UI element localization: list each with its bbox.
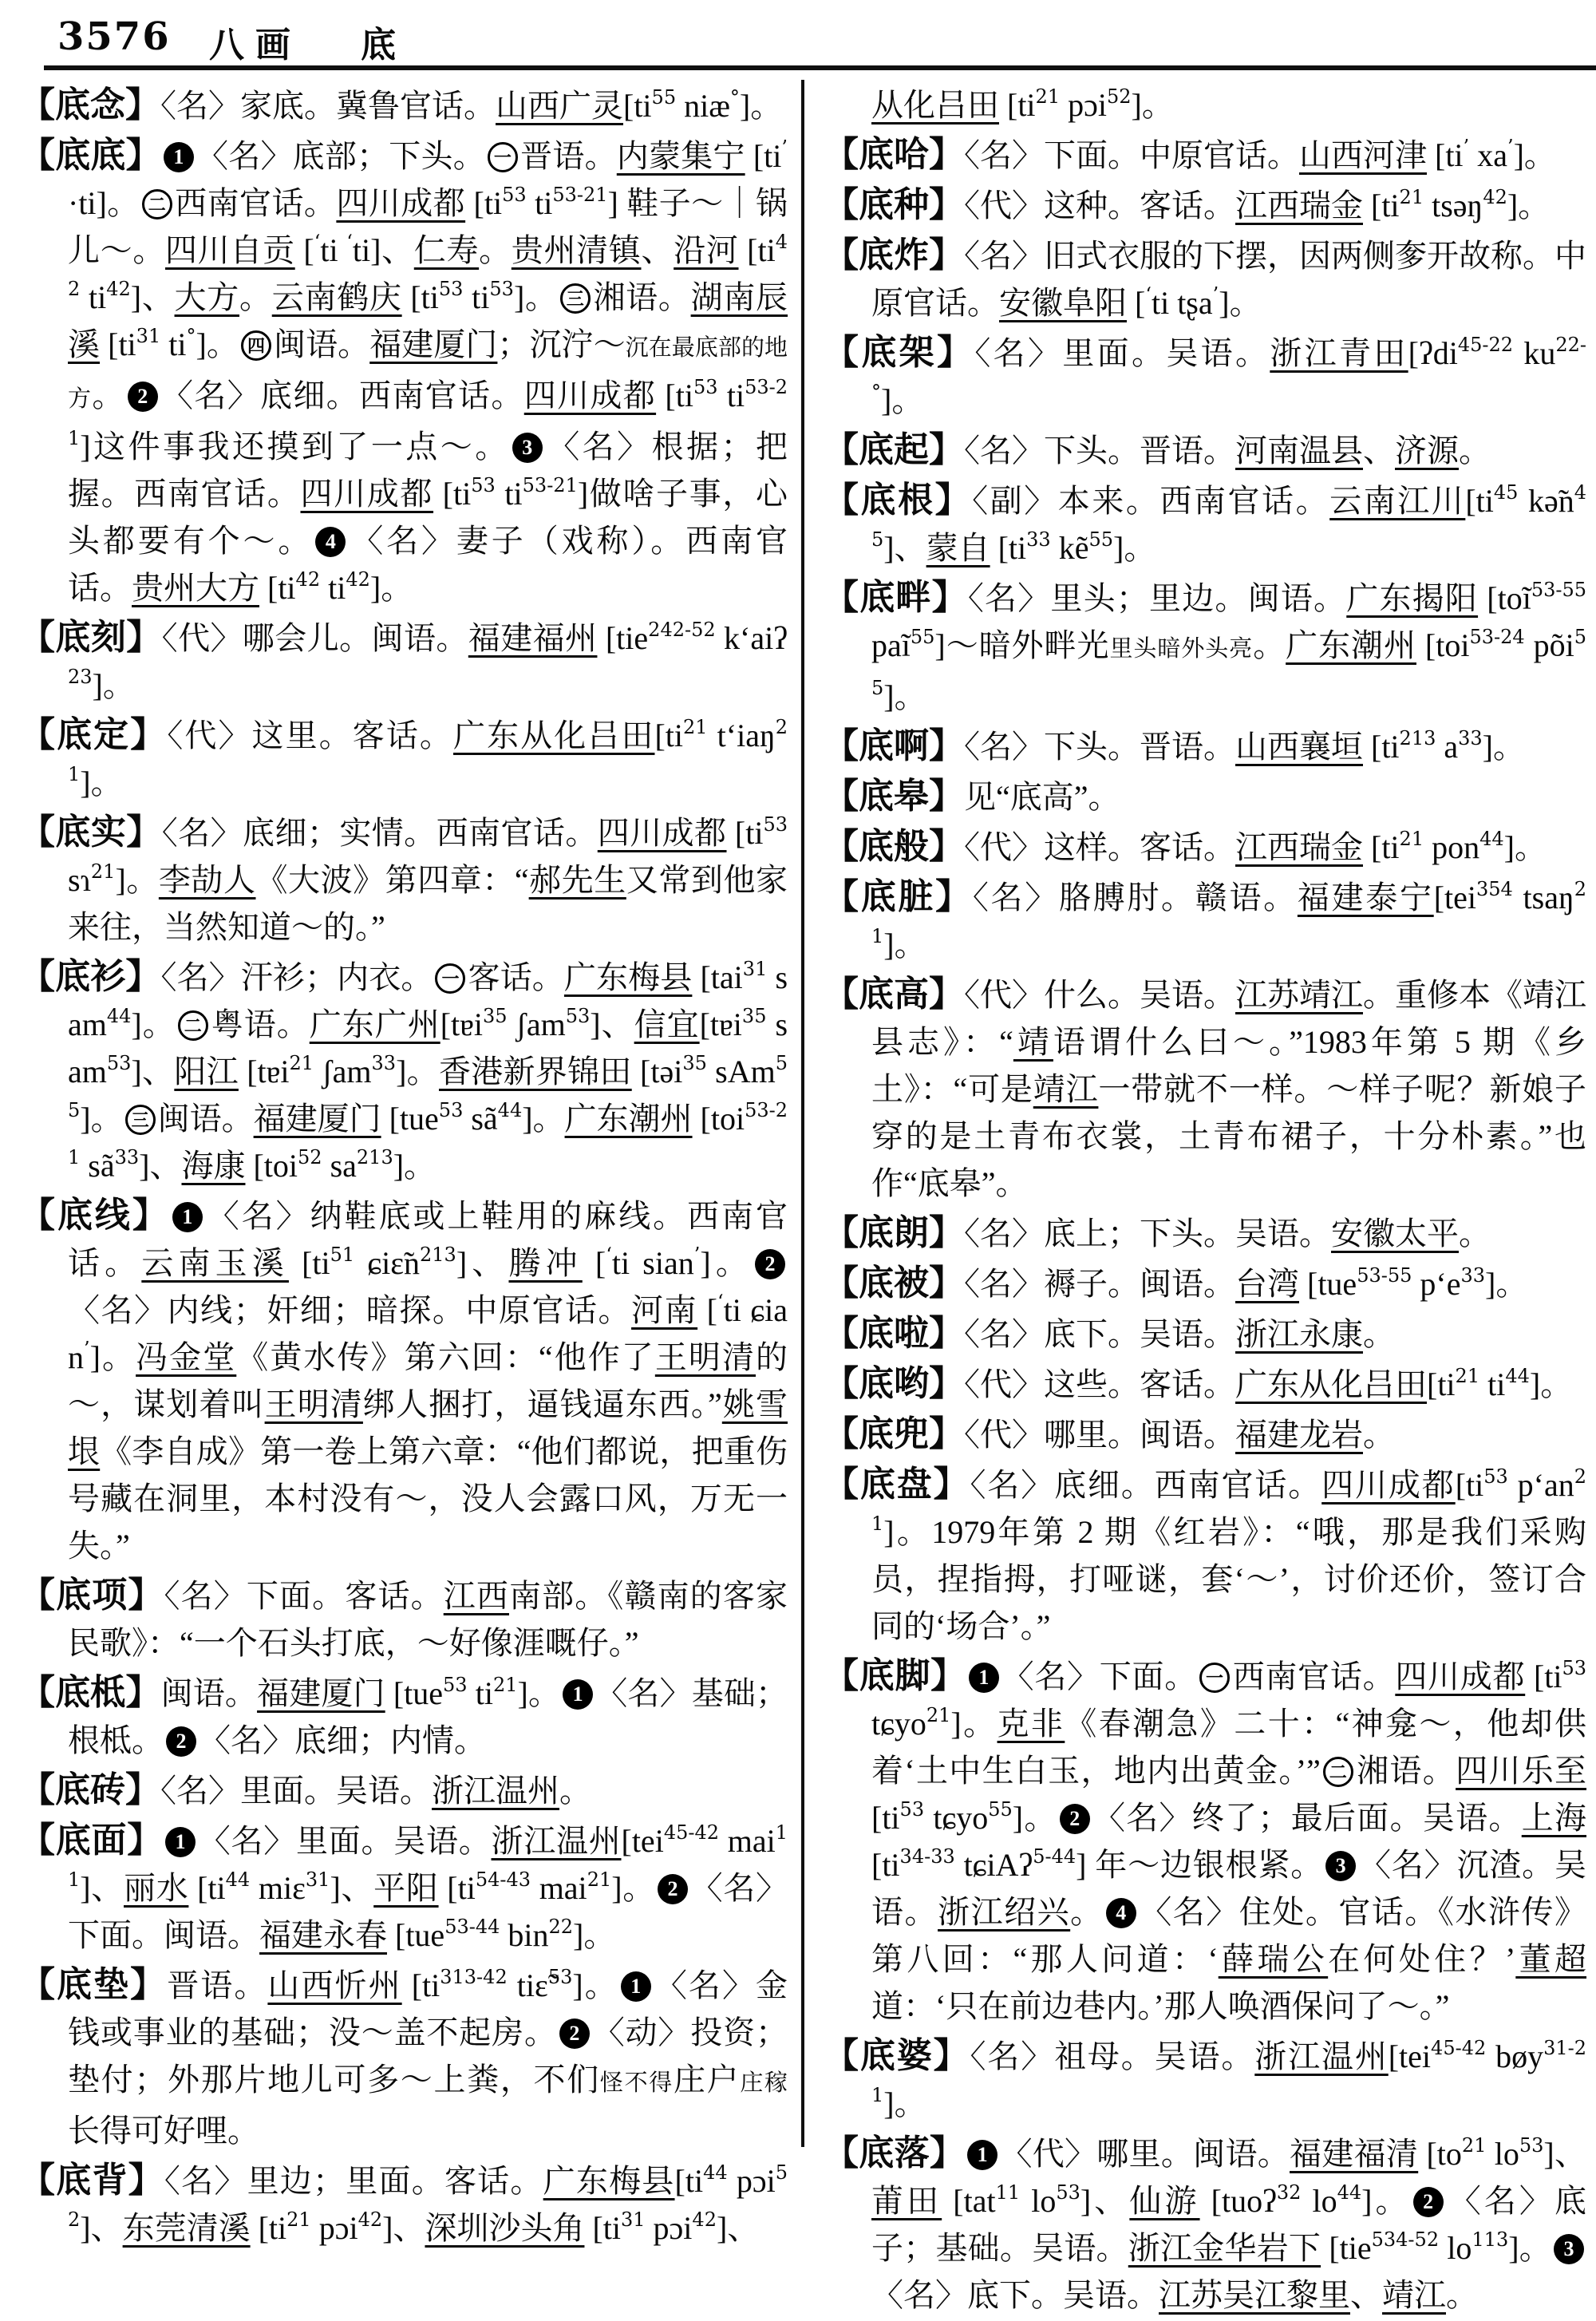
dictionary-entry — [20, 2157, 788, 2252]
section-head-character: 底 — [361, 26, 396, 65]
entry-body: 〈名〉底细。西南官话。四川成都[$ti^{53}$ $p‘an^{21}$]。1979年第 2 期《红岩》：“哦，那是我们采购员，捏指拇，打哑谜，套‘～’，讨价还价，签订合同的‘场合’。” — [871, 1465, 1587, 1644]
entry-body: 〈代〉什么。吴语。江苏靖江。重修本《靖江县志》：“靖语谓什么曰～。”1983年第 5 期《乡土》：“可是靖江一带就不一样。～样子呢？新娘子穿的是土青布衣裳，土青布裙子，十分朴素。”也作“底皋”。 — [871, 977, 1587, 1201]
right-column — [824, 81, 1586, 2321]
entry-headword: 【底皋】 — [824, 777, 964, 816]
entry-headword: 【底面】 — [20, 1821, 163, 1860]
dictionary-entry — [20, 953, 788, 1189]
entry-headword: 【底架】 — [824, 333, 975, 372]
entry-headword: 【底柢】 — [20, 1673, 161, 1712]
entry-headword: 【底啊】 — [824, 726, 964, 765]
entry-body: 〈名〉下面。中原官话。山西河津 [ti’ xa’]。 — [964, 135, 1556, 173]
dictionary-entry — [20, 132, 788, 611]
dictionary-entry — [824, 574, 1586, 720]
entry-headword: 【底脚】 — [824, 1656, 966, 1695]
entry-headword: 【底朗】 — [824, 1213, 964, 1252]
entry-body: 〈名〉里边；里面。客话。广东梅县[$ti^{44}$ pɔi$^{52}$]、东莞清溪 [$ti^{21}$ pɔi$^{42}$]、深圳沙头角 [$ti^{31}$ pɔi$^{42}$]、 — [68, 2161, 788, 2246]
entry-headword: 【底线】 — [20, 1196, 170, 1235]
entry-body: 晋语。山西忻州 [$ti^{313-42}$ tiɛ̃$^{53}$]。 1 〈名〉金钱或事业的基础；没～盖不起房。 2 〈动〉投资；垫付；外那片地儿可多～上粪，不们怪不得庄户庄稼长得可好哩。 — [68, 1965, 788, 2149]
dictionary-entry — [20, 1766, 788, 1814]
page-header — [0, 8, 1596, 64]
dictionary-entry — [824, 971, 1586, 1207]
entry-headword: 【底砖】 — [20, 1770, 160, 1809]
entry-headword: 【底刻】 — [20, 618, 162, 657]
entry-body: 〈代〉哪会儿。闽语。福建福州 [tie$^{242-52}$ k‘aiʔ$^{23}$]。 — [68, 618, 788, 703]
entry-body: 〈名〉汗衫；内衣。 一 客话。广东梅县 [tai$^{31}$ sam$^{44}$]。 二 粤语。广东广州[tɐi$^{35}$ ʃam$^{53}$]、信宜[tɐi$^{35}$ sam$^{53}$]、阳江 [tɐi$^{21}$ ʃam$^{33}$]。香港新界锦田 [təi$^{35}$ sAm$^{55}$]。 三 闽语。福建厦门 [tue$^{53}$ $sã^{44}$]。广东潮州 [toi$^{53-21}$ $sã^{33}$]、海康 [toi$^{52}$ $sa^{213}$]。 — [68, 957, 788, 1184]
dictionary-entry — [824, 1652, 1586, 2030]
dictionary-entry — [20, 1817, 788, 1959]
entry-body: 1 〈代〉哪里。闽语。福建福清 [$to^{21}$ $lo^{53}$]、莆田 [tat$^{11}$ $lo^{53}$]、仙游 [tuoʔ$^{32}$ $lo^{44}$]。 2 〈名〉底子；基础。吴语。浙江金华岩下 [tie$^{534-52}$ $lo^{113}$]。 3〈名〉底下。吴语。江苏吴江黎里、靖江。 — [871, 2133, 1587, 2313]
entry-headword: 【底啦】 — [824, 1314, 964, 1353]
entry-headword: 【底般】 — [824, 827, 964, 866]
dictionary-entry — [824, 2032, 1586, 2127]
entry-body: 闽语。福建厦门 [tue$^{53}$ $ti^{21}$]。 1 〈名〉基础；根柢。 2 〈名〉底细；内情。 — [68, 1673, 788, 1758]
entry-headword: 【底哟】 — [824, 1364, 964, 1403]
dictionary-entry — [20, 809, 788, 951]
entry-headword: 【底高】 — [824, 975, 964, 1014]
entry-headword: 【底哈】 — [824, 135, 964, 174]
dictionary-entry — [824, 2129, 1586, 2319]
entry-headword: 【底起】 — [824, 430, 964, 469]
entry-body: 从化吕田 [$ti^{21}$ pɔi$^{52}$]。 — [871, 85, 1174, 123]
entry-body: 〈代〉这样。客话。江西瑞金 [$ti^{21}$ pon$^{44}$]。 — [964, 827, 1547, 865]
entry-headword: 【底背】 — [20, 2161, 164, 2200]
entry-body: 见“底高”。 — [964, 779, 1120, 815]
entry-headword: 【底根】 — [824, 480, 973, 520]
entry-headword: 【底垫】 — [20, 1965, 168, 2004]
entry-headword: 【底脏】 — [824, 877, 973, 916]
entry-headword: 【底炸】 — [824, 235, 964, 275]
entry-body: 〈名〉里头；里边。闽语。广东揭阳 [toĩ$^{53-55}$ paĩ$^{55}$]～暗外畔光里头暗外头亮。广东潮州 [toi$^{53-24}$ põi$^{55}$]。 — [871, 578, 1586, 714]
dictionary-entry — [824, 426, 1586, 474]
entry-body: 1 〈名〉里面。吴语。浙江温州[tei$^{45-42}$ mai$^{11}$]、丽水 [$ti^{44}$ miɛ$^{31}$]、平阳 [$ti^{54-43}$ mai$^{21}$]。 2 〈名〉下面。闽语。福建永春 [tue$^{53-44}$ bin$^{22}$]。 — [68, 1821, 788, 1953]
header-rule — [44, 65, 1596, 70]
entry-headword: 【底畔】 — [824, 578, 968, 617]
page-number: 3576 — [57, 14, 171, 59]
dictionary-entry — [824, 476, 1586, 571]
dictionary-entry — [824, 823, 1586, 871]
entry-body: 〈代〉这里。客话。广东从化吕田[$ti^{21}$ t‘iaŋ$^{21}$]。 — [68, 715, 788, 801]
dictionary-entry — [20, 1572, 788, 1667]
entry-headword: 【底项】 — [20, 1576, 164, 1615]
dictionary-entry — [20, 1961, 788, 2154]
dictionary-entry — [824, 773, 1586, 820]
entry-body: 〈副〉本来。西南官话。云南江川[$ti^{45}$ $kə̃n^{45}$]、蒙自 [$ti^{33}$ kẽ$^{55}$]。 — [871, 480, 1586, 566]
dictionary-entry — [20, 614, 788, 709]
dictionary-entry — [824, 1259, 1586, 1307]
entry-body: 〈名〉底上；下头。吴语。安徽太平。 — [964, 1216, 1491, 1251]
entry-body: 1 〈名〉纳鞋底或上鞋用的麻线。西南官话。云南玉溪 [$ti^{51}$ $ɕiɛ̃n^{213}$]、腾冲 [‘ti sian’]。 2〈名〉内线；奸细；暗探。中原官话。河南 [‘ti ɕian’]。冯金堂《黄水传》第六回：“他作了王明清的～，谋划着叫王明清绑人捆打，逼钱逼东西。”姚雪垠《李自成》第一卷上第六章：“他们都说，把重伤号藏在洞里，本村没有～，没人会露口风，万无一失。” — [68, 1198, 788, 1564]
entry-body: 1 〈名〉下面。 一 西南官话。四川成都 [$ti^{53}$ tɕyo$^{21}$]。克非《春潮急》二十：“神龛～，他却供着‘土中生白玉，地内出黄金。’” 二 湘语。四川乐至 [$ti^{53}$ tɕyo$^{55}$]。 2 〈名〉终了；最后面。吴语。上海 [$ti^{34-33}$ tɕiAʔ$^{5-44}$] 年～边银根紧。 3 〈名〉沉渣。吴语。浙江绍兴。 4 〈名〉住处。官话。《水浒传》第八回：“那人问道：‘薛瑞公在何处住？’董超道：‘只在前边巷内。’那人唤酒保问了～。” — [871, 1656, 1587, 2024]
entry-headword: 【底被】 — [824, 1263, 964, 1303]
dictionary-entry — [824, 1310, 1586, 1358]
entry-body: 〈名〉底下。吴语。浙江永康。 — [964, 1316, 1395, 1352]
entry-body: 〈名〉旧式衣服的下摆，因两侧奓开故称。中原官话。安徽阜阳 [‘ti tʂa’]。 — [871, 238, 1586, 321]
entry-body: 1 〈名〉底部；下头。 一 晋语。内蒙集宁 [ti’ ·ti]。 二 西南官话。四川成都 [$ti^{53}$ $ti^{53-21}$] 鞋子～｜锅儿～。四川自贡 [‘ti ‘ti]、仁寿。贵州清镇、沿河 [$ti^{42}$ $ti^{42}$]、大方。云南鹤庆 [$ti^{53}$ $ti^{53}$]。 三 湘语。湖南辰溪 [$ti^{31}$ ti°]。 四 闽语。福建厦门；沉泞～沉在最底部的地方。 2 〈名〉底细。西南官话。四川成都 [$ti^{53}$ $ti^{53-21}$]这件事我还摸到了一点～。 3 〈名〉根据；把握。西南官话。四川成都 [$ti^{53}$ $ti^{53-21}$]做啥子事，心头都要有个～。 4 〈名〉妻子（戏称）。西南官话。贵州大方 [$ti^{42}$ $ti^{42}$]。 — [68, 136, 788, 606]
dictionary-entry — [824, 131, 1586, 179]
entry-headword: 【底婆】 — [824, 2036, 970, 2075]
entry-body: 〈代〉哪里。闽语。福建龙岩。 — [964, 1417, 1395, 1453]
stroke-section-label: 八画 — [209, 26, 302, 65]
entry-body: 〈名〉褥子。闽语。台湾 [tue$^{53-55}$ $p‘e^{33}$]。 — [964, 1263, 1528, 1302]
dictionary-entry — [824, 873, 1586, 968]
entry-body: 〈名〉里面。吴语。浙江温州。 — [160, 1773, 591, 1809]
entry-body: 〈名〉胳膊肘。赣语。福建泰宁[tei$^{354}$ tsaŋ$^{21}$]。 — [871, 877, 1587, 963]
left-column — [20, 81, 788, 2254]
entry-headword: 【底实】 — [20, 813, 162, 852]
dictionary-entry — [824, 1209, 1586, 1257]
entry-headword: 【底衫】 — [20, 957, 161, 996]
dictionary-entry — [824, 181, 1586, 229]
entry-headword: 【底盘】 — [824, 1465, 970, 1504]
dictionary-entry — [20, 81, 788, 129]
dictionary-entry — [824, 329, 1586, 424]
column-divider-rule — [801, 80, 804, 2147]
entry-body: 〈名〉家底。冀鲁官话。山西广灵[$ti^{55}$ niæ°]。 — [160, 85, 783, 124]
dictionary-entry — [20, 711, 788, 806]
entry-headword: 【底落】 — [824, 2133, 966, 2173]
dictionary-entry — [20, 1669, 788, 1764]
entry-body: 〈代〉这种。客话。江西瑞金 [$ti^{21}$ tsəŋ$^{42}$]。 — [964, 185, 1551, 223]
entry-headword: 【底种】 — [824, 185, 964, 224]
entry-body: 〈名〉祖母。吴语。浙江温州[tei$^{45-42}$ bøy$^{31-21}$]。 — [871, 2036, 1587, 2121]
dictionary-entry — [824, 1410, 1586, 1458]
entry-headword: 【底定】 — [20, 715, 168, 754]
dictionary-entry — [824, 1461, 1586, 1650]
entry-body: 〈名〉里面。吴语。浙江青田[ʔdi$^{45-22}$ $ku^{22-^\circ}$]。 — [871, 333, 1587, 418]
dictionary-entry — [824, 722, 1586, 770]
entry-headword: 【底兜】 — [824, 1414, 964, 1453]
dictionary-entry — [824, 1360, 1586, 1408]
entry-body: 〈名〉下头。晋语。河南温县、济源。 — [964, 433, 1491, 469]
entry-continuation — [824, 81, 1586, 129]
entry-body: 〈名〉下面。客话。江西南部。《赣南的客家民歌》：“一个石头打底，～好像涯嘅仔。” — [68, 1578, 788, 1661]
dictionary-entry — [824, 231, 1586, 326]
entry-headword: 【底念】 — [20, 85, 160, 125]
entry-headword: 【底底】 — [20, 136, 161, 175]
entry-body: 〈名〉下头。晋语。山西襄垣 [$ti^{213}$ $a^{33}$]。 — [964, 726, 1525, 765]
entry-body: 〈代〉这些。客话。广东从化吕田[$ti^{21}$ $ti^{44}$]。 — [964, 1364, 1573, 1402]
dictionary-entry — [20, 1192, 788, 1569]
entry-body: 〈名〉底细；实情。西南官话。四川成都 [$ti^{53}$ sɿ$^{21}$]。李劼人《大波》第四章：“郝先生又常到他家来往，当然知道～的。” — [68, 813, 788, 945]
